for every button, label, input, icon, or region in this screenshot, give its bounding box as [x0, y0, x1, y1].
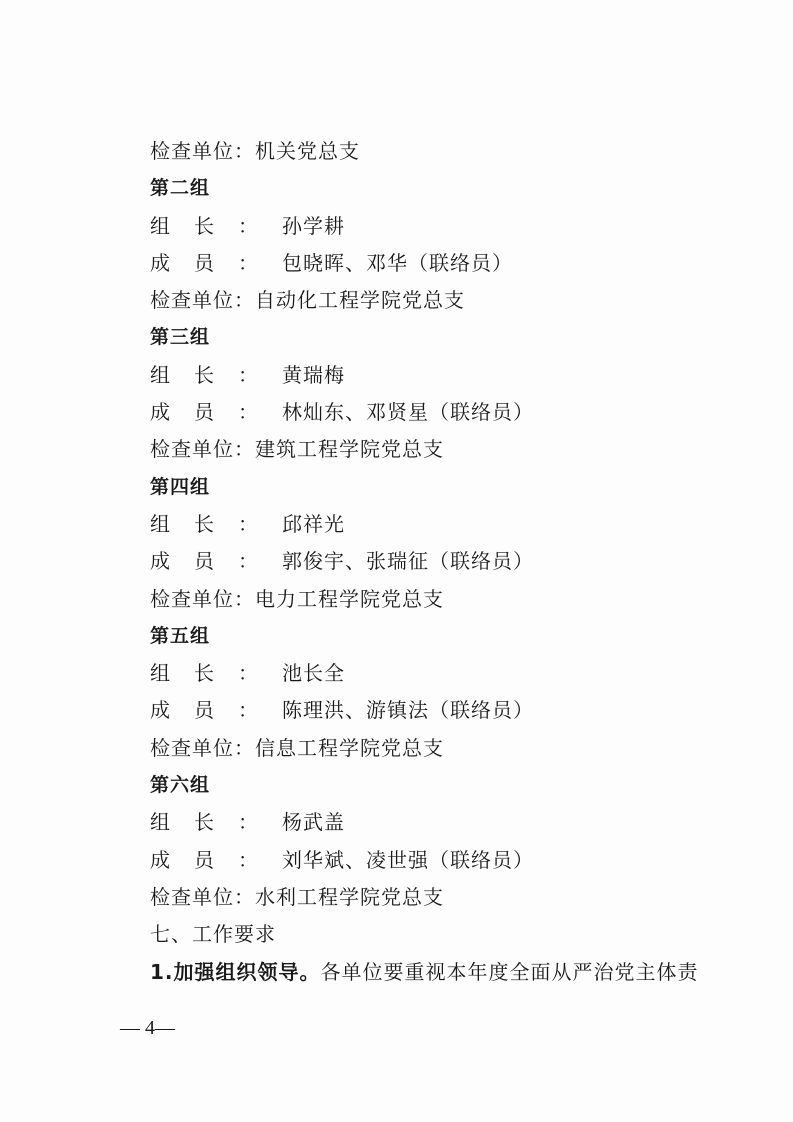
leader-value: 黄瑞梅	[282, 362, 345, 387]
requirement-lead: 1.加强组织领导。	[150, 959, 321, 984]
unit-line	[150, 133, 710, 170]
unit-value: 信息工程学院党总支	[255, 735, 444, 760]
leader-label: 组长：	[150, 362, 282, 387]
unit-label: 检查单位：	[150, 586, 255, 611]
unit-value: 机关党总支	[255, 139, 360, 163]
unit-label: 检查单位：	[150, 288, 255, 313]
members-label: 成员：	[150, 400, 282, 425]
group-heading: 第三组	[150, 326, 211, 349]
section-heading: 七、工作要求	[150, 922, 276, 947]
unit-label: 检查单位：	[150, 884, 255, 909]
group-heading: 第二组	[150, 177, 211, 200]
leader-line	[150, 208, 710, 245]
members-line	[150, 842, 710, 879]
unit-line	[150, 730, 710, 767]
leader-label: 组长：	[150, 661, 282, 686]
members-label: 成员：	[150, 698, 282, 723]
unit-line	[150, 282, 710, 319]
leader-value: 孙学耕	[282, 213, 345, 238]
leader-value: 邱祥光	[282, 511, 345, 536]
unit-line	[150, 431, 710, 468]
members-label: 成员：	[150, 549, 282, 574]
unit-label: 检查单位：	[150, 139, 255, 163]
members-value: 林灿东、邓贤星（联络员）	[282, 400, 534, 425]
document-body	[150, 133, 710, 991]
members-line	[150, 394, 710, 431]
page-number: — 4—	[120, 1017, 175, 1039]
group-heading: 第四组	[150, 475, 211, 498]
leader-label: 组长：	[150, 213, 282, 238]
leader-value: 杨武盖	[282, 810, 345, 835]
leader-line	[150, 357, 710, 394]
leader-line	[150, 804, 710, 841]
unit-value: 自动化工程学院党总支	[255, 288, 465, 313]
unit-value: 建筑工程学院党总支	[255, 437, 444, 462]
members-value: 刘华斌、凌世强（联络员）	[282, 847, 534, 872]
requirement-text: 各单位要重视本年度全面从严治党主体责	[320, 959, 699, 984]
leader-label: 组长：	[150, 810, 282, 835]
members-label: 成员：	[150, 250, 282, 275]
members-value: 陈理洪、游镇法（联络员）	[282, 698, 534, 723]
unit-label: 检查单位：	[150, 437, 255, 462]
leader-line	[150, 655, 710, 692]
members-value: 包晓晖、邓华（联络员）	[282, 250, 513, 275]
unit-value: 水利工程学院党总支	[255, 884, 444, 909]
unit-line	[150, 581, 710, 618]
group-heading: 第五组	[150, 624, 211, 647]
leader-line	[150, 506, 710, 543]
unit-value: 电力工程学院党总支	[255, 586, 444, 611]
members-line	[150, 245, 710, 282]
unit-line	[150, 879, 710, 916]
leader-value: 池长全	[282, 661, 345, 686]
members-line	[150, 692, 710, 729]
leader-label: 组长：	[150, 511, 282, 536]
members-value: 郭俊宇、张瑞征（联络员）	[282, 549, 534, 574]
group-heading: 第六组	[150, 774, 211, 797]
requirement-paragraph	[150, 954, 710, 991]
members-line	[150, 543, 710, 580]
members-label: 成员：	[150, 847, 282, 872]
unit-label: 检查单位：	[150, 735, 255, 760]
